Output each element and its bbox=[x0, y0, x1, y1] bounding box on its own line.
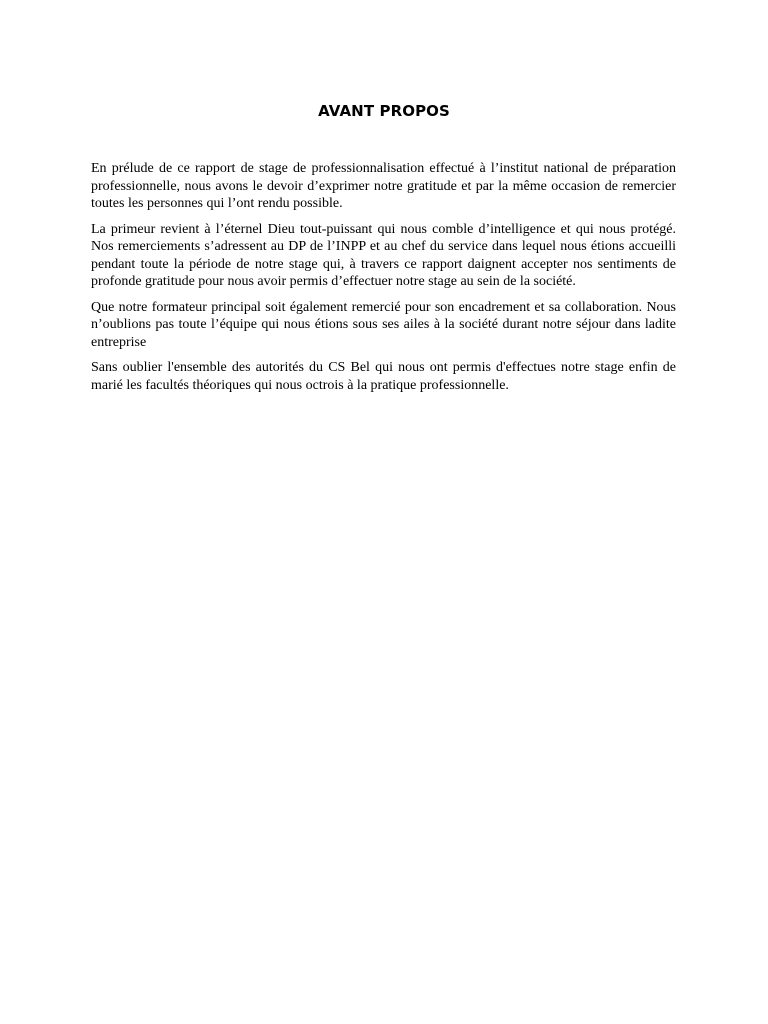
page-title: AVANT PROPOS bbox=[318, 102, 450, 120]
document-body bbox=[91, 160, 676, 402]
paragraph-thanks-god: La primeur revient à l’éternel Dieu tout-puissant qui nous comble d’intelligence et qui nous protégé. Nos remerciements s’adressent au DP de l’INPP et au chef du service dans lequel nous étions accueilli pendant toute la période de notre stage qui, à travers ce rapport daignent accepter nos sentiments de profonde gratitude pour nous avoir permis d’effectuer notre stage au sein de la société. bbox=[91, 221, 676, 289]
paragraph-intro: En prélude de ce rapport de stage de professionnalisation effectué à l’institut national de préparation professionnelle, nous avons le devoir d’exprimer notre gratitude et par la même occasion de remercier toutes les personnes qui l’ont rendu possible. bbox=[91, 161, 676, 211]
paragraph-thanks-authorities: Sans oublier l'ensemble des autorités du CS Bel qui nous ont permis d'effectues notre stage enfin de marié les facultés théoriques qui nous octrois à la pratique professionnelle. bbox=[91, 360, 676, 393]
paragraph-thanks-trainer: Que notre formateur principal soit également remercié pour son encadrement et sa collaboration. Nous n’oublions pas toute l’équipe qui nous étions sous ses ailes à la société durant notre séjour dans ladite entreprise bbox=[91, 299, 676, 350]
